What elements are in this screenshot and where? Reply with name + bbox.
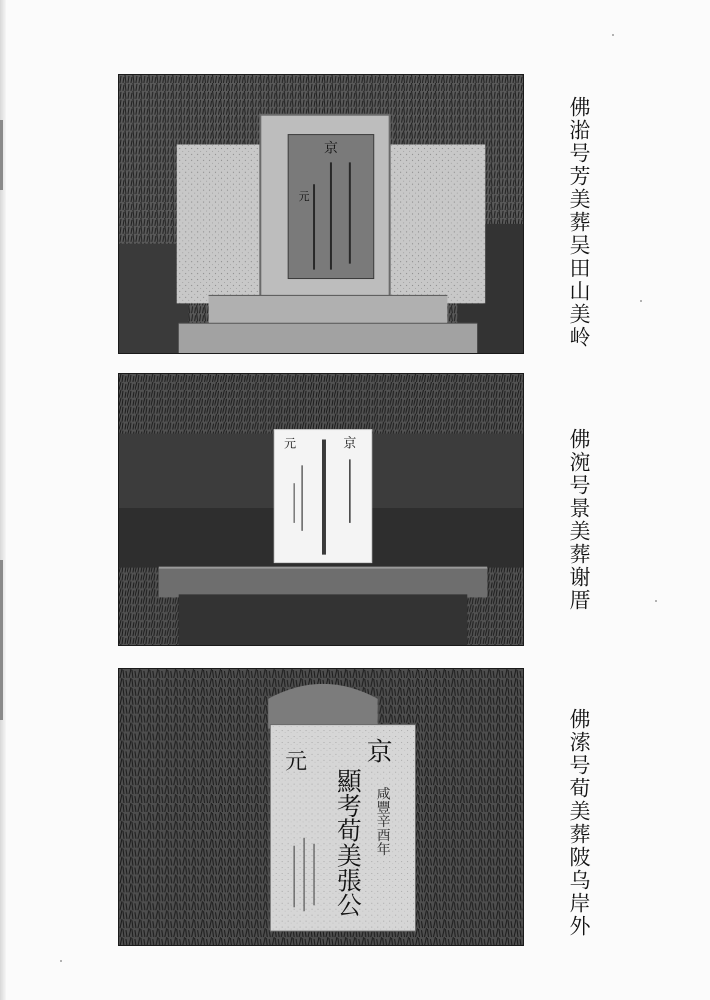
binding-mark [0, 120, 3, 190]
stele-3-center-text: 顯考荀美張公 [333, 768, 363, 918]
stele-1-left-char: 元 [298, 190, 310, 204]
stele-2-left-char: 元 [284, 436, 297, 451]
photo-2-caption: 佛涴号景美葬谢厝 [567, 428, 591, 612]
tomb-photo-2 [118, 373, 524, 646]
photo-1-caption: 佛湁号芳美葬吴田山美岭 [567, 96, 591, 349]
stele-2-right-char: 京 [343, 436, 357, 452]
scan-speck [60, 960, 62, 962]
stele-3-left-char: 元 [285, 749, 308, 775]
stele-3-date-text: 咸豐辛酉年 [373, 786, 390, 856]
photo-3-caption: 佛溹号荀美葬陂乌岸外 [567, 708, 591, 938]
scan-speck [655, 600, 657, 602]
stele-1-right-char: 京 [323, 140, 338, 157]
tomb-photo-3 [118, 668, 524, 946]
stele-3-right-char: 京 [366, 737, 393, 768]
binding-mark [0, 560, 3, 720]
tomb-photo-2-image [119, 374, 523, 645]
tomb-photo-1 [118, 74, 524, 354]
tomb-photo-1-image [119, 75, 523, 353]
scan-speck [612, 34, 614, 36]
tomb-photo-3-image [119, 669, 523, 945]
scan-speck [640, 300, 642, 302]
